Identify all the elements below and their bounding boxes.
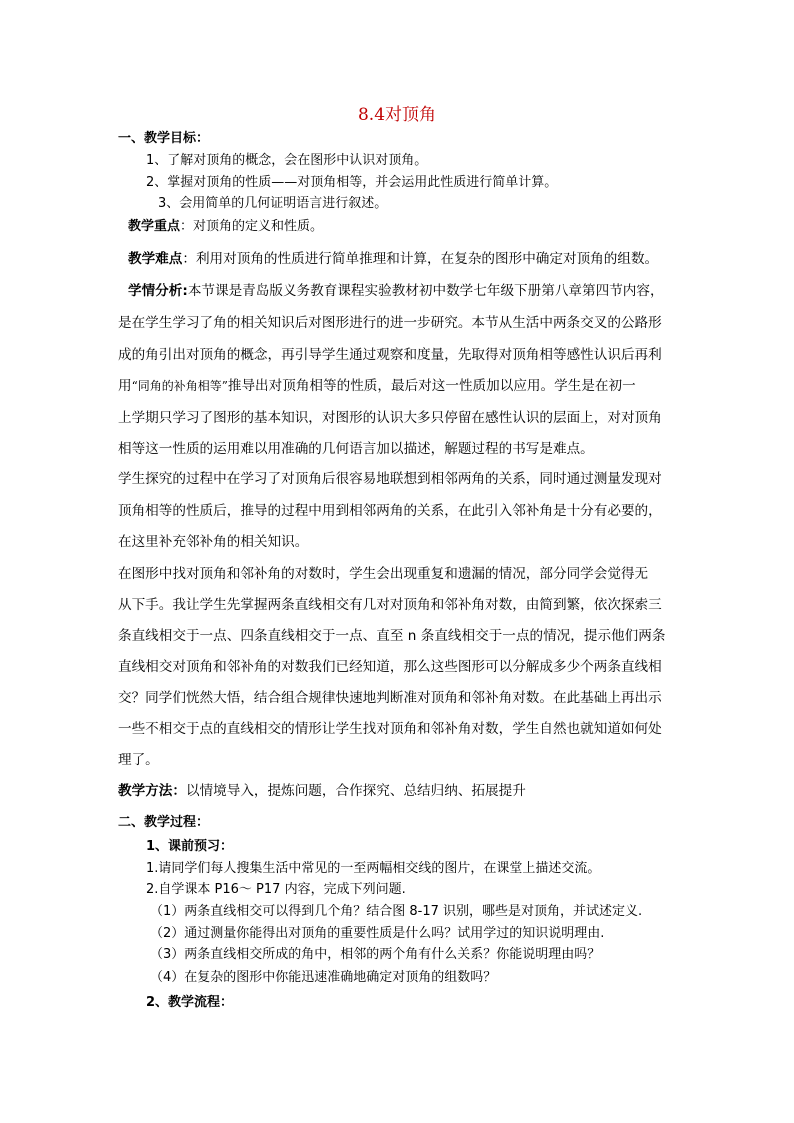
quote: “同角的补角相等”: [131, 379, 228, 393]
method-text: 以情境导入，提炼问题，合作探究、总结归纳、拓展提升: [185, 783, 526, 799]
paragraph2-line: 在这里补充邻补角的相关知识。: [118, 534, 309, 550]
goal-item: 3、会用简单的几何证明语言进行叙述。: [158, 196, 388, 211]
key-point-label: 教学重点: [128, 219, 181, 234]
paragraph3-line: 理了。: [118, 752, 159, 768]
analysis-line: 上学期只学习了图形的基本知识，对图形的认识大多只停留在感性认识的层面上，对对顶角: [118, 410, 662, 426]
question-item: （2）通过测量你能得出对顶角的重要性质是什么吗？试用学过的知识说明理由.: [150, 926, 605, 941]
analysis-line: [128, 282, 664, 300]
difficulty-text: ：利用对顶角的性质进行简单推理和计算，在复杂的图形中确定对顶角的组数。: [182, 251, 659, 267]
paragraph3-line: 直线相交对顶角和邻补角的对数我们已经知道，那么这些图形可以分解成多少个两条直线相: [118, 659, 662, 675]
subsection-process: 2、教学流程：: [146, 995, 234, 1010]
analysis-text: 本节课是青岛版义务教育课程实验教材初中数学七年级下册第八章第四节内容，: [187, 283, 664, 299]
difficulty-label: 教学难点: [128, 251, 183, 267]
method-label: 教学方法：: [118, 783, 186, 799]
paragraph2-line: 学生探究的过程中在学习了对顶角后很容易地联想到相邻两角的关系，同时通过测量发现对: [118, 471, 662, 487]
key-point-text: ：对顶角的定义和性质。: [180, 219, 324, 234]
question-item: （1）两条直线相交可以得到几个角？结合图 8-17 识别，哪些是对顶角，并试述定义.: [150, 904, 643, 919]
analysis-line: [118, 377, 636, 395]
difficulty: [128, 250, 658, 268]
analysis-line: 相等这一性质的运用难以用准确的几何语言加以描述，解题过程的书写是难点。: [118, 441, 594, 457]
analysis-line4-rest: 推导出对顶角相等的性质，最后对这一性质加以应用。学生是在初一: [227, 378, 636, 394]
paragraph3-line: 在图形中找对顶角和邻补角的对数时，学生会出现重复和遗漏的情况，部分同学会觉得无: [118, 566, 649, 582]
key-point: [128, 218, 323, 236]
teaching-method: [118, 782, 526, 800]
question-item: （3）两条直线相交所成的角中，相邻的两个角有什么关系？你能说明理由吗？: [150, 947, 601, 962]
goal-item: 2、掌握对顶角的性质——对顶角相等，并会运用此性质进行简单计算。: [146, 175, 558, 190]
paragraph3-line: 条直线相交于一点、四条直线相交于一点、直至 n 条直线相交于一点的情况，提示他们两条: [118, 628, 666, 644]
analysis-line4-prefix: 用: [118, 378, 132, 394]
goal-item: 1、了解对顶角的概念，会在图形中认识对顶角。: [146, 153, 428, 168]
paragraph3-line: 交？同学们恍然大悟，结合组合规律快速地判断准对顶角和邻补角对数。在此基础上再出示: [118, 690, 662, 706]
section2-heading: 二、教学过程：: [118, 815, 210, 830]
prep-item: 1.请同学们每人搜集生活中常见的一至两幅相交线的图片，在课堂上描述交流。: [146, 861, 601, 876]
subsection-preview: 1、课前预习：: [146, 839, 234, 854]
question-item: （4）在复杂的图形中你能迅速准确地确定对顶角的组数吗？: [150, 970, 497, 985]
paragraph3-line: 一些不相交于点的直线相交的情形让学生找对顶角和邻补角对数，学生自然也就知道如何处: [118, 721, 662, 737]
prep-item: 2.自学课本 P16～ P17 内容，完成下列问题.: [146, 882, 406, 897]
analysis-label: 学情分析:: [128, 283, 188, 299]
analysis-line: 是在学生学习了角的相关知识后对图形进行的进一步研究。本节从生活中两条交叉的公路形: [118, 315, 662, 331]
paragraph3-line: 从下手。我让学生先掌握两条直线相交有几对对顶角和邻补角对数，由简到繁，依次探索三: [118, 597, 662, 613]
analysis-line: 成的角引出对顶角的概念，再引导学生通过观察和度量，先取得对顶角相等感性认识后再利: [118, 347, 662, 363]
paragraph2-line: 顶角相等的性质后，推导的过程中用到相邻两角的关系，在此引入邻补角是十分有必要的，: [118, 503, 662, 519]
section1-heading: 一、教学目标：: [118, 131, 210, 146]
page-title: 8.4对顶角: [357, 105, 437, 125]
